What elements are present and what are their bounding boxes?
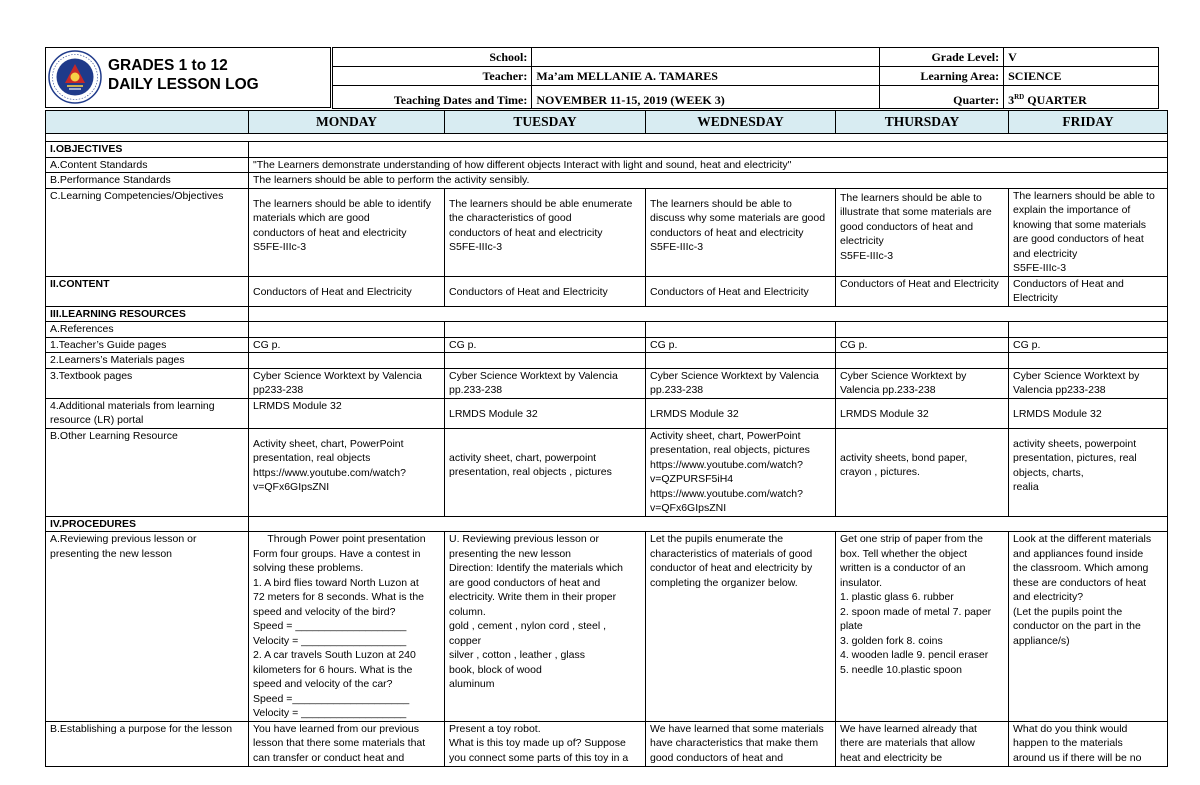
add-tuesday: LRMDS Module 32 (445, 398, 646, 428)
tg-friday: CG p. (1009, 337, 1168, 353)
section-procedures: IV.PROCEDURES (46, 516, 249, 532)
text-line: Cyber Science Worktext by (840, 369, 967, 382)
text-line: Speed =____________________ (253, 692, 410, 705)
tg-tuesday: CG p. (445, 337, 646, 353)
text-line: resource (LR) portal (50, 414, 144, 426)
text-line: 3. golden fork 8. coins (840, 634, 943, 647)
text-line: Valencia pp.233-238 (840, 384, 936, 396)
text-line: https://www.youtube.com/watch? (650, 487, 803, 500)
tb-thursday (836, 368, 1009, 398)
text-line: completing the organizer below. (650, 576, 798, 589)
additional-materials-label (46, 398, 249, 428)
other-thursday (836, 428, 1009, 516)
content-monday: Conductors of Heat and Electricity (249, 276, 445, 306)
quarter-label: Quarter: (879, 86, 1003, 109)
learners-materials-label: 2.Learners’s Materials pages (46, 353, 249, 369)
deped-seal-icon (48, 50, 102, 104)
text-line: Through Power point presentation (253, 533, 426, 545)
text-line: activity sheets, powerpoint (1013, 437, 1137, 450)
text-line: (Let the pupils point the (1013, 605, 1123, 618)
text-line: speed and velocity of the bird? (253, 605, 396, 618)
text-line: Cyber Science Worktext by Valencia (253, 369, 422, 382)
text-line: copper (449, 634, 482, 647)
quarter-value (1004, 86, 1159, 109)
quarter-number: 3 (1008, 93, 1015, 107)
purpose-wednesday (646, 721, 836, 766)
text-line: lesson that there some materials that (253, 737, 426, 749)
text-line: pp.233-238 (449, 384, 503, 396)
text-line: A.Reviewing previous lesson or (50, 533, 197, 545)
content-standards-text: "The Learners demonstrate understanding of how different objects Interact with light and sound, heat and electricity" (249, 157, 1168, 173)
text-line: presenting the new lesson (449, 547, 571, 560)
day-header-wednesday: WEDNESDAY (646, 111, 836, 134)
tg-thursday: CG p. (836, 337, 1009, 353)
objectives-blank (249, 142, 1168, 158)
lm-monday (249, 353, 445, 369)
text-line: discuss why some materials are good (650, 212, 826, 224)
reviewing-label (46, 532, 249, 722)
tb-wednesday (646, 368, 836, 398)
text-line: presentation, real objects, pictures (650, 444, 810, 456)
text-line: conductor of heat and electricity by (650, 562, 813, 574)
reviewing-thursday (836, 532, 1009, 722)
text-line: are good conductors of heat and (449, 576, 601, 589)
lesson-log-table (45, 110, 1168, 767)
title-line-2: DAILY LESSON LOG (108, 76, 259, 93)
learning-area-label: Learning Area: (879, 67, 1003, 86)
text-line: presentation, real objects (253, 452, 371, 464)
text-line: characteristics of materials of good (650, 547, 813, 560)
text-line: good conductors of heat and (650, 751, 784, 764)
text-line: presentation, real objects , pictures (449, 466, 612, 478)
text-line: The learners should be able to (650, 197, 792, 210)
day-header-thursday: THURSDAY (836, 111, 1009, 134)
text-line: Activity sheet, chart, PowerPoint (650, 429, 801, 442)
text-line: you connect some parts of this toy in a (449, 751, 629, 764)
teaching-dates-label: Teaching Dates and Time: (333, 86, 532, 109)
text-line: You have learned from our previous (253, 722, 419, 735)
add-wednesday: LRMDS Module 32 (646, 398, 836, 428)
references-tuesday (445, 322, 646, 338)
text-line: https://www.youtube.com/watch? (253, 466, 406, 479)
competency-monday (249, 188, 445, 276)
text-line: pp.233-238 (650, 384, 704, 396)
content-standards-label: A.Content Standards (46, 157, 249, 173)
text-line: good conductors of heat and (840, 220, 974, 233)
content-tuesday: Conductors of Heat and Electricity (445, 276, 646, 306)
text-line: conductors of heat and electricity (650, 226, 804, 239)
text-line: activity sheets, bond paper, (840, 451, 968, 464)
reviewing-wednesday (646, 532, 836, 722)
text-line: https://www.youtube.com/watch? (650, 458, 803, 471)
additional-materials-row (46, 398, 1168, 428)
text-line: silver , cotton , leather , glass (449, 649, 585, 661)
text-line: and appliances found inside (1013, 547, 1144, 560)
reviewing-friday (1009, 532, 1168, 722)
text-line: written is a conductor of an (840, 562, 966, 574)
competency-thursday (836, 188, 1009, 276)
text-line: v=QFx6GIpsZNI (650, 502, 727, 514)
text-line: Let the pupils enumerate the (650, 533, 784, 545)
section-objectives: I.OBJECTIVES (46, 142, 249, 158)
text-line: and electricity (1013, 247, 1078, 260)
day-header-tuesday: TUESDAY (445, 111, 646, 134)
section-learning-resources: III.LEARNING RESOURCES (46, 306, 249, 322)
teaching-dates-value: NOVEMBER 11-15, 2019 (WEEK 3) (532, 86, 879, 109)
text-line: explain the importance of (1013, 204, 1131, 216)
lm-friday (1009, 353, 1168, 369)
text-line: Cyber Science Worktext by (1013, 369, 1140, 382)
text-line: Direction: Identify the materials which (449, 562, 623, 574)
text-line: insulator. (840, 576, 883, 589)
text-line: are good conductors of heat (1013, 233, 1144, 245)
text-line: 1. plastic glass 6. rubber (840, 591, 954, 603)
text-line: Valencia pp233-238 (1013, 384, 1106, 396)
competency-tuesday (445, 188, 646, 276)
competency-friday (1009, 188, 1168, 276)
text-line: appliance/s) (1013, 634, 1070, 647)
text-line: S5FE-IIIc-3 (1013, 262, 1067, 274)
content-wednesday: Conductors of Heat and Electricity (646, 276, 836, 306)
text-line: Cyber Science Worktext by Valencia (650, 369, 819, 382)
text-line: conductors of heat and electricity (449, 226, 603, 239)
school-value (532, 48, 879, 67)
text-line: activity sheet, chart, powerpoint (449, 451, 597, 464)
lm-thursday (836, 353, 1009, 369)
header-corner-cell (46, 111, 249, 134)
text-line: conductor on the part in the (1013, 620, 1141, 632)
text-line: Cyber Science Worktext by Valencia (449, 369, 618, 382)
text-line: U. Reviewing previous lesson or (449, 533, 599, 545)
text-line: book, block of wood (449, 663, 542, 676)
text-line: these are conductors of heat (1013, 576, 1147, 589)
procedures-blank (249, 516, 1168, 532)
competencies-label: C.Learning Competencies/Objectives (46, 188, 249, 276)
text-line: presentation, pictures, real (1013, 452, 1137, 464)
add-monday: LRMDS Module 32 (249, 398, 445, 428)
references-friday (1009, 322, 1168, 338)
text-line: We have learned already that (840, 722, 977, 735)
text-line: The learners should be able enumerate (449, 197, 633, 210)
lm-wednesday (646, 353, 836, 369)
purpose-tuesday (445, 721, 646, 766)
text-line: aluminum (449, 678, 495, 690)
tg-monday: CG p. (249, 337, 445, 353)
text-line: Get one strip of paper from the (840, 533, 983, 545)
text-line: kilometers for 6 hours. What is the (253, 663, 413, 676)
content-thursday: Conductors of Heat and Electricity (836, 276, 1009, 306)
reviewing-row (46, 532, 1168, 722)
text-line: Present a toy robot. (449, 722, 541, 735)
purpose-label: B.Establishing a purpose for the lesson (46, 721, 249, 766)
text-line: Activity sheet, chart, PowerPoint (253, 437, 404, 450)
text-line: 5. needle 10.plastic spoon (840, 663, 963, 676)
purpose-friday (1009, 721, 1168, 766)
section-content: II.CONTENT (46, 276, 249, 306)
content-row (46, 276, 1168, 306)
tg-wednesday: CG p. (646, 337, 836, 353)
competencies-row (46, 188, 1168, 276)
text-line: S5FE-IIIc-3 (253, 241, 307, 253)
text-line: The learners should be able to (1013, 189, 1155, 202)
text-line: Velocity = __________________ (253, 634, 407, 647)
text-line: 2. A car travels South Luzon at 240 (253, 649, 416, 661)
document-title (108, 56, 259, 94)
reviewing-monday (249, 532, 445, 722)
school-label: School: (333, 48, 532, 67)
other-monday (249, 428, 445, 516)
text-line: 4.Additional materials from learning (50, 399, 215, 412)
header-block (45, 47, 1159, 108)
text-line: knowing that some materials (1013, 218, 1147, 231)
text-line: electricity (840, 235, 884, 247)
header-info-table (332, 47, 1159, 109)
text-line: objects, charts, (1013, 466, 1084, 479)
text-line: column. (449, 605, 486, 618)
text-line: The learners should be able to identify (253, 197, 432, 210)
teachers-guide-label: 1.Teacher’s Guide pages (46, 337, 249, 353)
text-line: the characteristics of good (449, 212, 572, 224)
spacer-row (46, 134, 1168, 142)
text-line: Look at the different materials (1013, 533, 1152, 545)
text-line: illustrate that some materials are (840, 206, 992, 218)
text-line: presenting the new lesson (50, 547, 172, 560)
text-line: there are materials that allow (840, 737, 975, 749)
text-line: S5FE-IIIc-3 (449, 241, 503, 253)
text-line: plate (840, 620, 863, 632)
purpose-row (46, 721, 1168, 766)
text-line: electricity. Write them in their proper (449, 591, 617, 603)
lm-tuesday (445, 353, 646, 369)
text-line: What is this toy made up of? Suppose (449, 737, 626, 749)
text-line: and electricity? (1013, 591, 1084, 603)
text-line: S5FE-IIIc-3 (650, 241, 704, 253)
purpose-thursday (836, 721, 1009, 766)
text-line: conductors of heat and electricity (253, 226, 407, 239)
purpose-monday (249, 721, 445, 766)
day-header-monday: MONDAY (249, 111, 445, 134)
text-line: heat and electricity be (840, 751, 943, 764)
text-line: 4. wooden ladle 9. pencil eraser (840, 649, 989, 661)
text-line: 2. spoon made of metal 7. paper (840, 605, 992, 618)
textbook-label: 3.Textbook pages (46, 368, 249, 398)
text-line: speed and velocity of the car? (253, 678, 393, 690)
references-monday (249, 322, 445, 338)
grade-level-label: Grade Level: (879, 48, 1003, 67)
text-line: S5FE-IIIc-3 (840, 249, 894, 262)
text-line: Velocity = __________________ (253, 707, 407, 719)
references-label: A.References (46, 322, 249, 338)
reviewing-tuesday (445, 532, 646, 722)
grade-level-value: V (1004, 48, 1159, 67)
text-line: the classroom. Which among (1013, 562, 1149, 574)
text-line: box. Tell whether the object (840, 547, 968, 560)
text-line: v=QFx6GIpsZNI (253, 481, 330, 493)
text-line: materials which are good (253, 212, 370, 224)
performance-standards-text: The learners should be able to perform the activity sensibly. (249, 173, 1168, 189)
quarter-suffix: RD (1014, 93, 1025, 101)
day-header-friday: FRIDAY (1009, 111, 1168, 134)
content-friday: Conductors of Heat and Electricity (1009, 276, 1168, 306)
learning-area-value: SCIENCE (1004, 67, 1159, 86)
quarter-word: QUARTER (1024, 93, 1087, 107)
text-line: happen to the materials (1013, 737, 1123, 749)
other-resources-label: B.Other Learning Resource (46, 428, 249, 516)
logo-cell (45, 47, 331, 108)
text-line: crayon , pictures. (840, 466, 920, 478)
tb-tuesday (445, 368, 646, 398)
text-line: can transfer or conduct heat and (253, 751, 405, 764)
text-line: gold , cement , nylon cord , steel , (449, 620, 606, 632)
references-wednesday (646, 322, 836, 338)
text-line: The learners should be able to (840, 191, 982, 204)
textbook-row (46, 368, 1168, 398)
text-line: We have learned that some materials (650, 722, 824, 735)
days-header-row (46, 111, 1168, 134)
teacher-value: Ma’am MELLANIE A. TAMARES (532, 67, 879, 86)
text-line: pp233-238 (253, 384, 304, 396)
text-line: 72 meters for 8 seconds. What is the (253, 591, 424, 603)
competency-wednesday (646, 188, 836, 276)
other-wednesday (646, 428, 836, 516)
other-tuesday (445, 428, 646, 516)
text-line: What do you think would (1013, 722, 1128, 735)
text-line: around us if there will be no (1013, 751, 1142, 764)
add-thursday: LRMDS Module 32 (836, 398, 1009, 428)
text-line: realia (1013, 481, 1039, 493)
references-thursday (836, 322, 1009, 338)
text-line: Form four groups. Have a contest in (253, 547, 421, 560)
teacher-label: Teacher: (333, 67, 532, 86)
other-resources-row (46, 428, 1168, 516)
tb-friday (1009, 368, 1168, 398)
resources-blank (249, 306, 1168, 322)
add-friday: LRMDS Module 32 (1009, 398, 1168, 428)
title-line-1: GRADES 1 to 12 (108, 57, 228, 74)
text-line: Speed = ___________________ (253, 620, 407, 632)
text-line: solving these problems. (253, 562, 364, 574)
text-line: have characteristics that make them (650, 737, 819, 749)
text-line: v=QZPURSF5iH4 (650, 473, 734, 485)
other-friday (1009, 428, 1168, 516)
text-line: 1. A bird flies toward North Luzon at (253, 576, 419, 589)
performance-standards-label: B.Performance Standards (46, 173, 249, 189)
tb-monday (249, 368, 445, 398)
